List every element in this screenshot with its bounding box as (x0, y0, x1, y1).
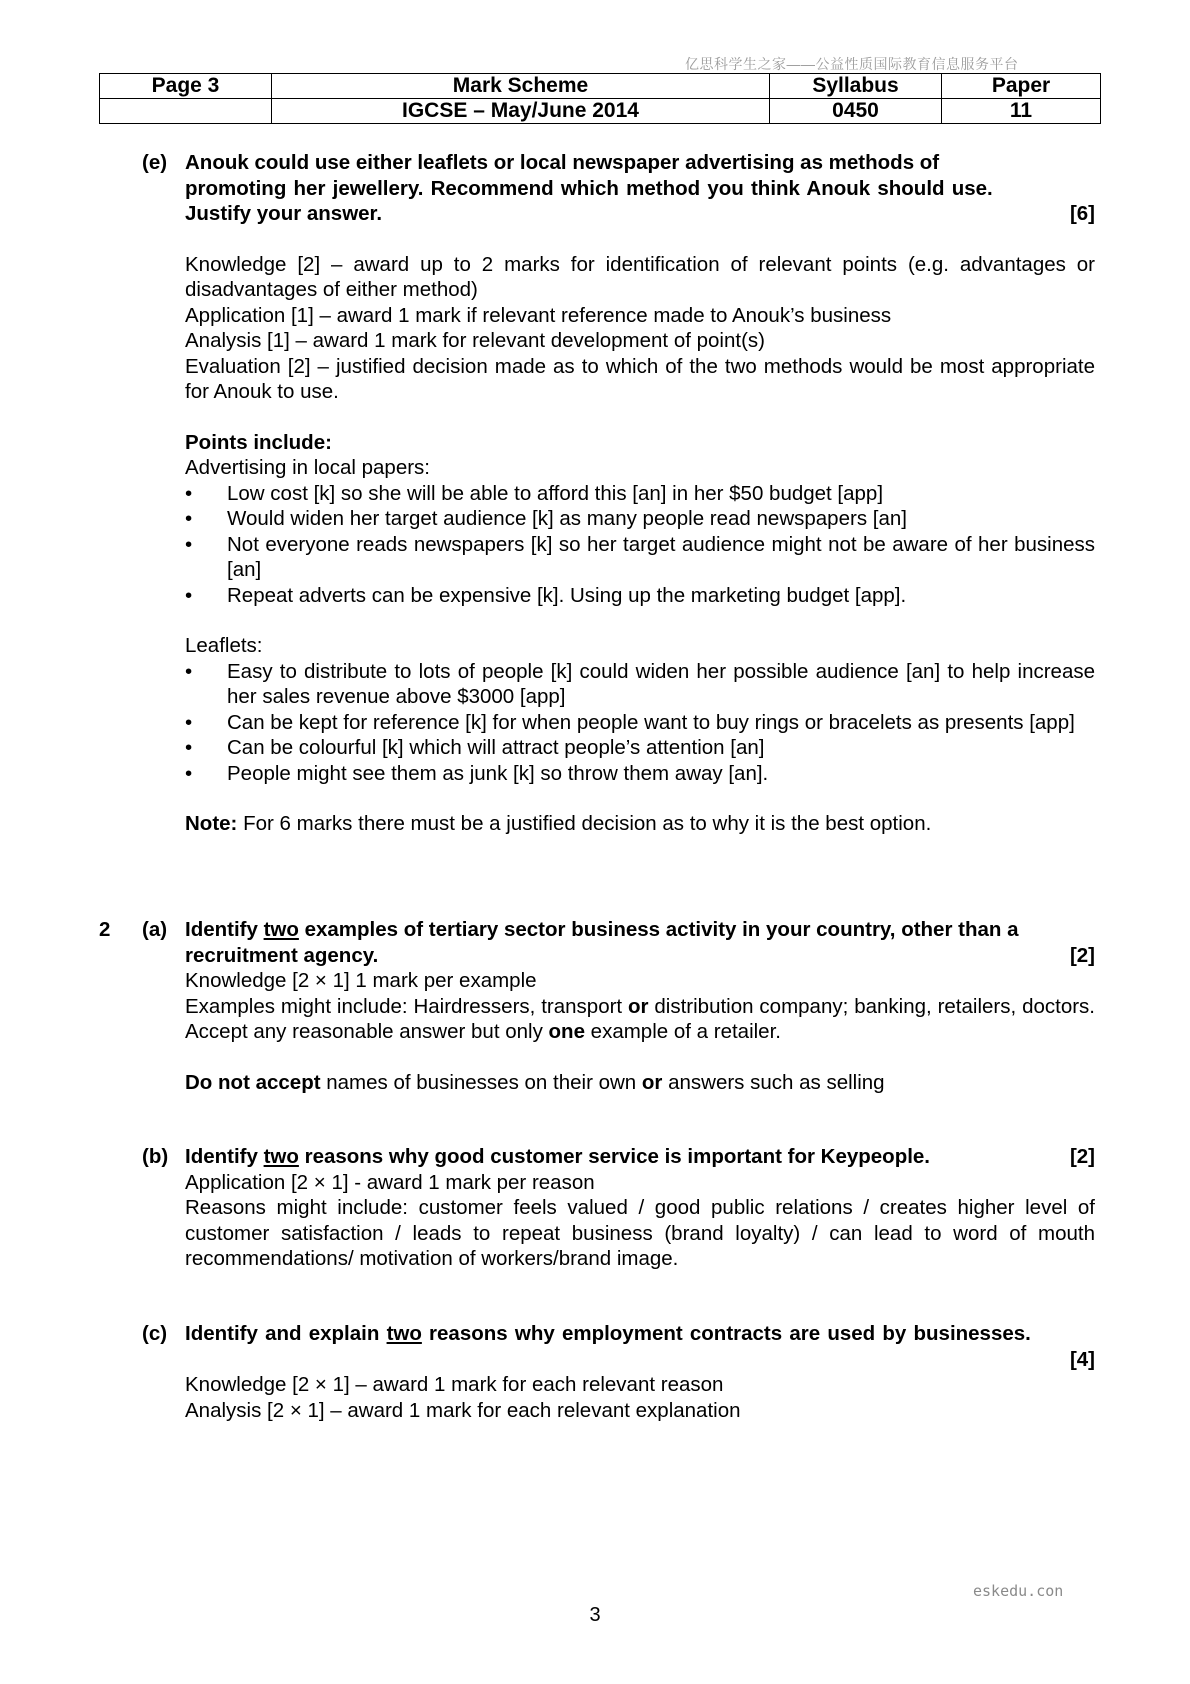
q2c-marks: [4] (1069, 1347, 1095, 1371)
q2c-block (185, 1321, 1095, 1423)
q2c-analysis: Analysis [2 × 1] – award 1 mark for each relevant explanation (185, 1398, 741, 1422)
q1e-criterion-evaluation: Evaluation [2] – justified decision made as to which of the two methods would be most appropriate for Anouk to use. (185, 354, 1095, 403)
header-session: IGCSE – May/June 2014 (272, 99, 770, 124)
q1e-papers-heading: Advertising in local papers: (185, 456, 430, 479)
q1e-question-line1: Anouk could use either leaflets or local newspaper advertising as methods of (185, 151, 940, 174)
q2b-application: Application [2 × 1] - award 1 mark per reason (185, 1170, 595, 1194)
list-item: • Easy to distribute to lots of people [k] could widen her possible audience [an] to help increase her sales revenue above $3000 [app] (185, 659, 1095, 710)
q1e-question-line2: promoting her jewellery. Recommend which method you think Anouk should use. (185, 176, 993, 200)
q2a-question-line1: Identify two examples of tertiary sector business activity in your country, other than a (185, 918, 1019, 941)
header-page: Page 3 (100, 74, 272, 99)
q2a-marks: [2] (1069, 943, 1095, 967)
q1e-points-heading: Points include: (185, 430, 332, 454)
list-item: • People might see them as junk [k] so throw them away [an]. (185, 761, 1095, 787)
q2-number: 2 (99, 918, 111, 941)
q2b-label: (b) (142, 1145, 169, 1168)
header-table (99, 73, 1101, 124)
header-paper-label: Paper (942, 74, 1101, 99)
q1e-criterion-analysis: Analysis [1] – award 1 mark for relevant development of point(s) (185, 329, 765, 352)
q2b-block (185, 1144, 1095, 1272)
list-item: • Can be colourful [k] which will attract people’s attention [an] (185, 735, 1095, 761)
q2a-block (185, 917, 1095, 1095)
list-item: • Not everyone reads newspapers [k] so her target audience might not be aware of her business [an] (185, 532, 1095, 583)
list-item: • Low cost [k] so she will be able to afford this [an] in her $50 budget [app] (185, 481, 1095, 507)
header-paper-number: 11 (942, 99, 1101, 124)
header-blank (100, 99, 272, 124)
list-item: • Can be kept for reference [k] for when people want to buy rings or bracelets as presents [app] (185, 710, 1095, 736)
q2b-marks: [2] (1069, 1145, 1095, 1168)
q1e-papers-list (185, 481, 1095, 609)
q1e-marks: [6] (1069, 202, 1095, 225)
q1e-leaflets-list (185, 659, 1095, 787)
q1e-criterion-knowledge: Knowledge [2] – award up to 2 marks for identification of relevant points (e.g. advantages or disadvantages of either method) (185, 252, 1095, 301)
list-item: • Repeat adverts can be expensive [k]. Using up the marketing budget [app]. (185, 583, 1095, 609)
header-syllabus-code: 0450 (770, 99, 942, 124)
list-item: • Would widen her target audience [k] as many people read newspapers [an] (185, 506, 1095, 532)
q1e-question-line3: Justify your answer. [6] (185, 202, 1095, 225)
header-doc-title: Mark Scheme (272, 74, 770, 99)
q2a-examples: Examples might include: Hairdressers, transport or distribution company; banking, retailers, doctors. Accept any reasonable answer but only one example of a retailer. (185, 994, 1095, 1043)
q1e-note-label: Note: (185, 812, 238, 835)
q2c-question: Identify and explain two reasons why employment contracts are used by businesses. (185, 1322, 1031, 1345)
q2a-label: (a) (142, 918, 168, 941)
q1e-label: (e) (142, 151, 168, 174)
q2c-label: (c) (142, 1322, 168, 1345)
header-syllabus-label: Syllabus (770, 74, 942, 99)
page-number: 3 (589, 1604, 601, 1626)
watermark: 亿思科学生之家——公益性质国际教育信息服务平台 (685, 56, 1019, 72)
q2b-reasons: Reasons might include: customer feels valued / good public relations / creates higher level of customer satisfaction / leads to repeat business (brand loyalty) / can lead to word of mouth recommendations/ motivation of workers/brand image. (185, 1196, 1095, 1270)
q2b-question: Identify two reasons why good customer service is important for Keypeople. [2] (185, 1145, 1095, 1168)
q1e-criterion-application: Application [1] – award 1 mark if relevant reference made to Anouk’s business (185, 303, 892, 327)
q2a-do-not-accept: Do not accept names of businesses on their own or answers such as selling (185, 1070, 885, 1094)
q1e-leaflets-heading: Leaflets: (185, 634, 263, 657)
q1e-note-text: For 6 marks there must be a justified decision as to why it is the best option. (237, 812, 932, 835)
q2a-question-line2: recruitment agency. [2] (185, 943, 1095, 967)
q2c-knowledge: Knowledge [2 × 1] – award 1 mark for each relevant reason (185, 1373, 724, 1396)
q1e-note (185, 811, 1095, 837)
footer-site: eskedu.con (973, 1582, 1064, 1600)
q1e-block (185, 150, 1095, 837)
q2a-knowledge: Knowledge [2 × 1] 1 mark per example (185, 969, 537, 992)
